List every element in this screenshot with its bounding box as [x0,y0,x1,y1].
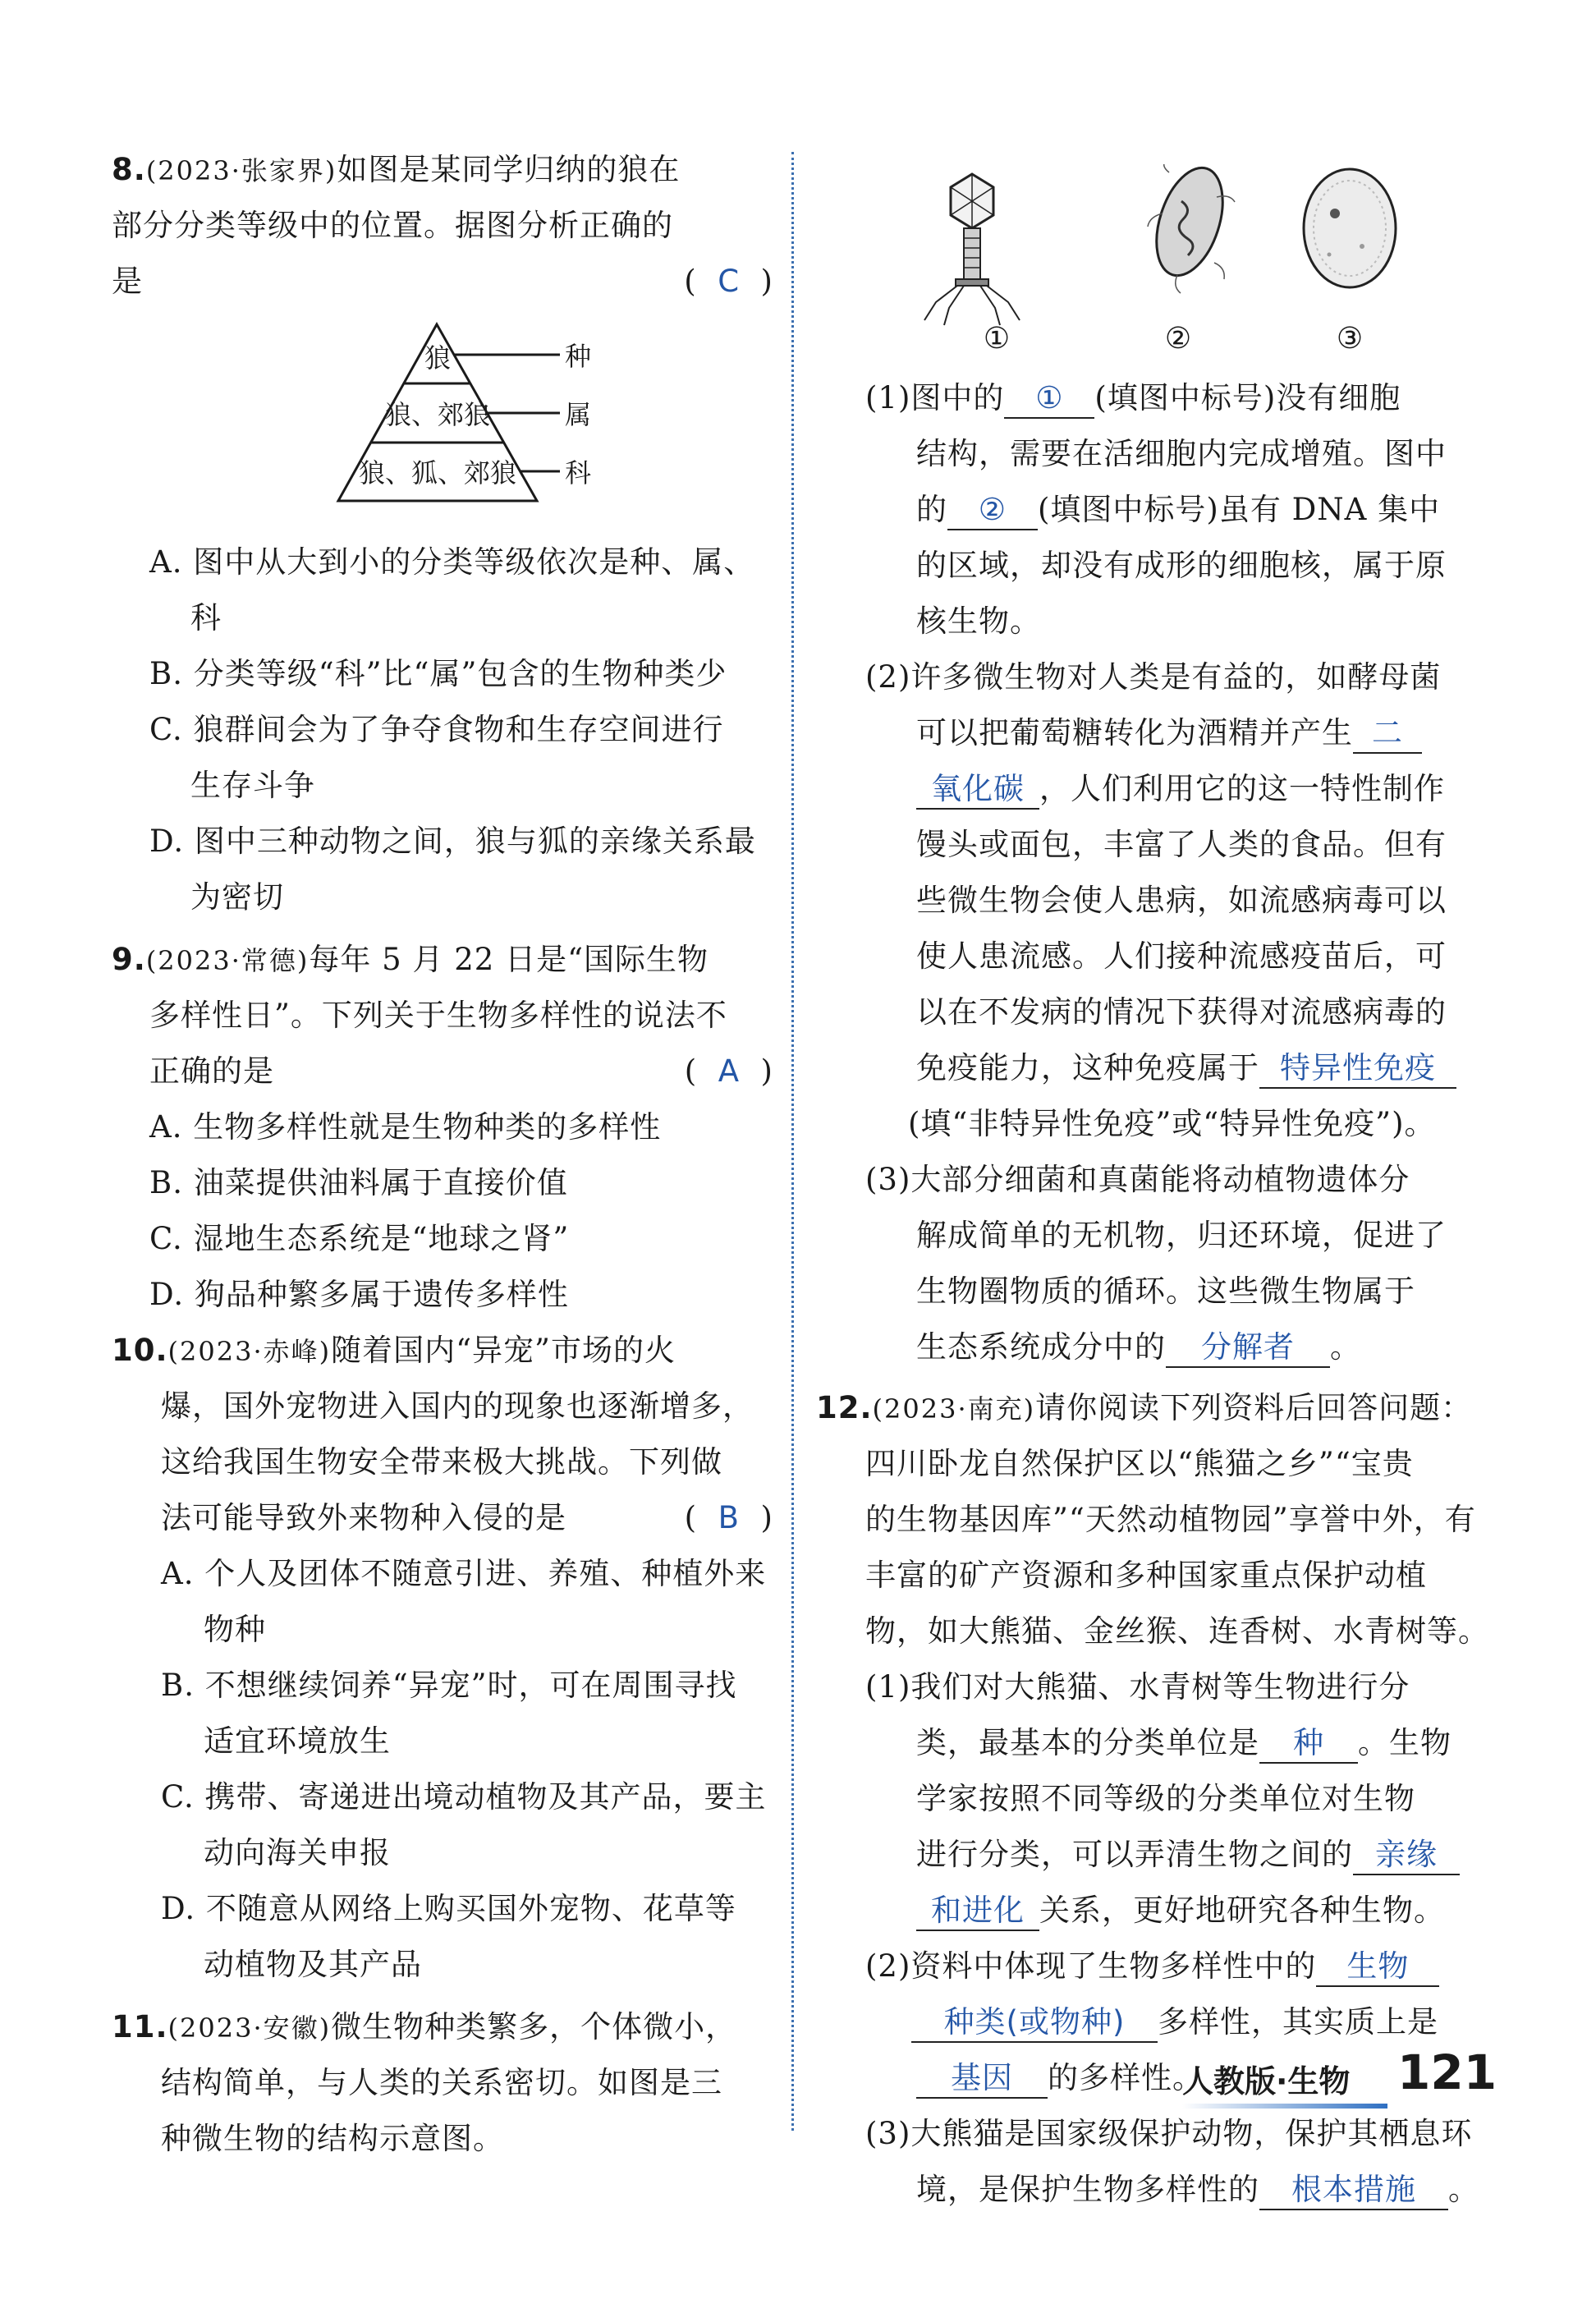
q10-stem-line-4 [161,1489,773,1547]
q10-answer: B [718,1500,741,1535]
q11-part3-line-1: (3)大部分细菌和真菌能将动植物遗体分 [865,1162,1410,1197]
q10-option-a-cont: 物种 [204,1612,266,1647]
q11-source: (2023·安徽) [167,2012,332,2044]
yeast-cell-icon [1304,169,1396,287]
q11-part2-blank-1a: 二 [1353,714,1422,754]
q11-part1-blank-1: ① [1004,379,1094,419]
q8-option-a-cont: 科 [190,600,222,636]
q8-stem-line-3 [112,253,773,310]
q9-stem-3: 正确的是 [149,1053,274,1089]
q8-stem-3: 是 [112,264,143,299]
q9-stem-line-3 [149,1043,773,1100]
textbook-edition-label: 人教版·生物 [1182,2063,1351,2099]
q12-part1-blank-2a: 亲缘 [1353,1836,1460,1875]
q8-source: (2023·张家界) [145,155,337,186]
q12-part1-line-1: (1)我们对大熊猫、水青树等生物进行分 [865,1669,1410,1705]
q12-material-line-4: 物，如大熊猫、金丝猴、连香树、水青树等。 [865,1613,1489,1649]
pyramid-level-family: 狼、狐、郊狼 [358,457,517,489]
q8-option-b: B. 分类等级“科”比“属”包含的生物种类少 [149,656,727,691]
q11-part2-line-8: 免疫能力，这种免疫属于 特异性免疫 [916,1039,1456,1097]
q10-option-b: B. 不想继续饲养“异宠”时，可在周围寻找 [161,1668,737,1703]
q11-part2-line-6: 使人患流感。人们接种流感疫苗后，可 [916,938,1447,974]
q11-part2-line-9: (填“非特异性免疫”或“特异性免疫”)。 [908,1106,1436,1141]
footer-accent-bar [1182,2104,1387,2109]
q9-number: 9. [112,942,146,977]
q12-part2-line-1: (2)资料中体现了生物多样性中的 生物 [865,1938,1439,1995]
q11-part2-line-4: 馒头或面包，丰富了人类的食品。但有 [916,827,1447,862]
q9-stem-line-2: 多样性日”。下列关于生物多样性的说法不 [149,998,727,1033]
rank-label-genus: 属 [565,399,592,430]
column-divider [791,152,794,2131]
q10-option-b-cont: 适宜环境放生 [204,1723,391,1759]
q12-part3-line-2: 境，是保护生物多样性的 根本措施 。 [916,2161,1479,2219]
q11-part3-line-4: 生态系统成分中的 分解者 。 [916,1319,1361,1376]
q8-option-d: D. 图中三种动物之间，狼与狐的亲缘关系最 [149,824,756,859]
page-footer [1182,2044,1527,2118]
q8-stem-1: 如图是某同学归纳的狼在 [337,152,681,187]
q9-answer: A [718,1053,741,1089]
q10-option-a: A. 个人及团体不随意引进、养殖、种植外来 [161,1556,767,1591]
bacterium-icon [1144,164,1236,293]
q9-stem-line-1 [112,931,709,989]
q11-number: 11. [112,2009,168,2044]
q9-option-d: D. 狗品种繁多属于遗传多样性 [149,1277,569,1312]
q9-option-a: A. 生物多样性就是生物种类的多样性 [149,1109,662,1145]
q8-classification-pyramid [322,320,593,509]
q11-part1-blank-2: ② [947,491,1038,530]
q12-part1-line-4: 进行分类，可以弄清生物之间的 亲缘 [916,1826,1460,1884]
q11-stem-1: 微生物种类繁多，个体微小， [331,2009,737,2044]
q9-option-b: B. 油菜提供油料属于直接价值 [149,1165,568,1200]
q8-option-d-cont: 为密切 [190,879,284,915]
q10-option-c: C. 携带、寄递进出境动植物及其产品，要主 [161,1779,767,1815]
q10-option-d-cont: 动植物及其产品 [204,1947,422,1982]
q10-stem-line-1 [112,1322,676,1379]
q10-stem-line-3: 这给我国生物安全带来极大挑战。下列做 [161,1444,722,1480]
q9-stem-1: 每年 5 月 22 日是“国际生物 [309,942,709,977]
q12-material-line-2: 的生物基因库”“天然动植物园”享誉中外，有 [865,1502,1476,1537]
q9-answer-paren: ( A ) [684,1053,773,1089]
q12-material-line-3: 丰富的矿产资源和多种国家重点保护动植 [865,1558,1427,1593]
pyramid-level-genus: 狼、郊狼 [384,399,491,430]
q11-part1-line-4: 的区域，却没有成形的细胞核，属于原 [916,548,1447,583]
q12-part1-line-3: 学家按照不同等级的分类单位对生物 [916,1781,1415,1816]
q10-stem-1: 随着国内“异宠”市场的火 [331,1333,676,1368]
q11-part1-line-1: (1)图中的 ① (填图中标号)没有细胞 [865,369,1401,427]
q10-source: (2023·赤峰) [167,1336,332,1367]
q11-part2-line-2: 可以把葡萄糖转化为酒精并产生 二 [916,704,1422,762]
pyramid-level-species: 狼 [424,342,452,374]
q12-part1-blank-2b: 和进化 [916,1892,1039,1931]
q10-number: 10. [112,1333,168,1368]
q11-stem-line-1 [112,1998,736,2056]
figure-label-1: ① [983,322,1011,356]
q12-part2-blank-1b: 种类(或物种) [911,2003,1158,2043]
q8-option-c-cont: 生存斗争 [190,768,315,803]
q8-option-c: C. 狼群间会为了争夺食物和生存空间进行 [149,712,724,747]
q11-part1-line-5: 核生物。 [916,603,1041,639]
q12-part2-blank-2: 基因 [916,2059,1048,2099]
q9-source: (2023·常德) [145,945,310,976]
q10-answer-paren: ( B ) [684,1500,773,1535]
q11-part2-blank-2: 特异性免疫 [1259,1049,1456,1089]
figure-label-2: ② [1164,322,1192,356]
q12-part2-blank-1a: 生物 [1316,1948,1439,1987]
q10-option-c-cont: 动向海关申报 [204,1835,391,1870]
q12-part1-line-5: 和进化 关系，更好地研究各种生物。 [916,1882,1445,1939]
q9-option-c: C. 湿地生态系统是“地球之肾” [149,1221,570,1256]
q8-option-a: A. 图中从大到小的分类等级依次是种、属、 [149,544,755,580]
bacteriophage-icon [924,174,1020,325]
q11-part3-blank: 分解者 [1166,1328,1330,1368]
q11-part2-line-7: 以在不发病的情况下获得对流感病毒的 [916,994,1447,1030]
q12-part3-line-1: (3)大熊猫是国家级保护动物，保护其栖息环 [865,2116,1473,2151]
q8-number: 8. [112,152,146,187]
q11-part1-line-2: 结构，需要在活细胞内完成增殖。图中 [916,436,1447,471]
q11-stem-line-3: 种微生物的结构示意图。 [161,2121,504,2156]
q10-stem-line-2: 爆，国外宠物进入国内的现象也逐渐增多， [161,1388,754,1424]
q11-part1-line-3: 的 ② (填图中标号)虽有 DNA 集中 [916,481,1440,539]
q11-stem-line-2: 结构简单，与人类的关系密切。如图是三 [161,2065,722,2100]
q8-stem-line-1 [112,141,680,199]
q10-option-d: D. 不随意从网络上购买国外宠物、花草等 [161,1891,736,1926]
q12-material-line-1: 四川卧龙自然保护区以“熊猫之乡”“宝贵 [865,1446,1414,1481]
q11-part2-line-1: (2)许多微生物对人类是有益的，如酵母菌 [865,659,1442,695]
q12-part1-line-2: 类，最基本的分类单位是 种 。生物 [916,1714,1452,1772]
q8-answer: C [718,264,741,299]
q12-part3-blank: 根本措施 [1259,2171,1448,2210]
figure-label-3: ③ [1336,322,1364,356]
q11-part2-line-3: 氧化碳 ，人们利用它的这一特性制作 [916,760,1445,818]
q8-answer-paren: ( C ) [684,264,773,299]
q10-stem-4: 法可能导致外来物种入侵的是 [161,1500,566,1535]
q12-part2-line-3: 基因 的多样性。 [916,2049,1204,2107]
q12-stem: 请你阅读下列资料后回答问题： [1035,1390,1473,1425]
q11-part3-line-2: 解成简单的无机物，归还环境，促进了 [916,1218,1447,1253]
q11-part2-blank-1b: 氧化碳 [916,770,1039,810]
rank-label-species: 种 [565,341,592,372]
microbe-figure [906,164,1465,369]
q12-number: 12. [816,1390,873,1425]
q12-source: (2023·南充) [872,1393,1036,1425]
q12-part2-line-2: 种类(或物种) 多样性，其实质上是 [911,1994,1438,2051]
rank-label-family: 科 [565,457,592,489]
q11-part2-line-5: 些微生物会使人患病，如流感病毒可以 [916,883,1447,918]
q12-part1-blank-1: 种 [1259,1724,1358,1764]
page-number: 121 [1397,2044,1497,2100]
q11-part3-line-3: 生物圈物质的循环。这些微生物属于 [916,1273,1415,1309]
q12-stem-line-1 [816,1379,1472,1437]
q8-stem-line-2: 部分分类等级中的位置。据图分析正确的 [112,208,673,243]
